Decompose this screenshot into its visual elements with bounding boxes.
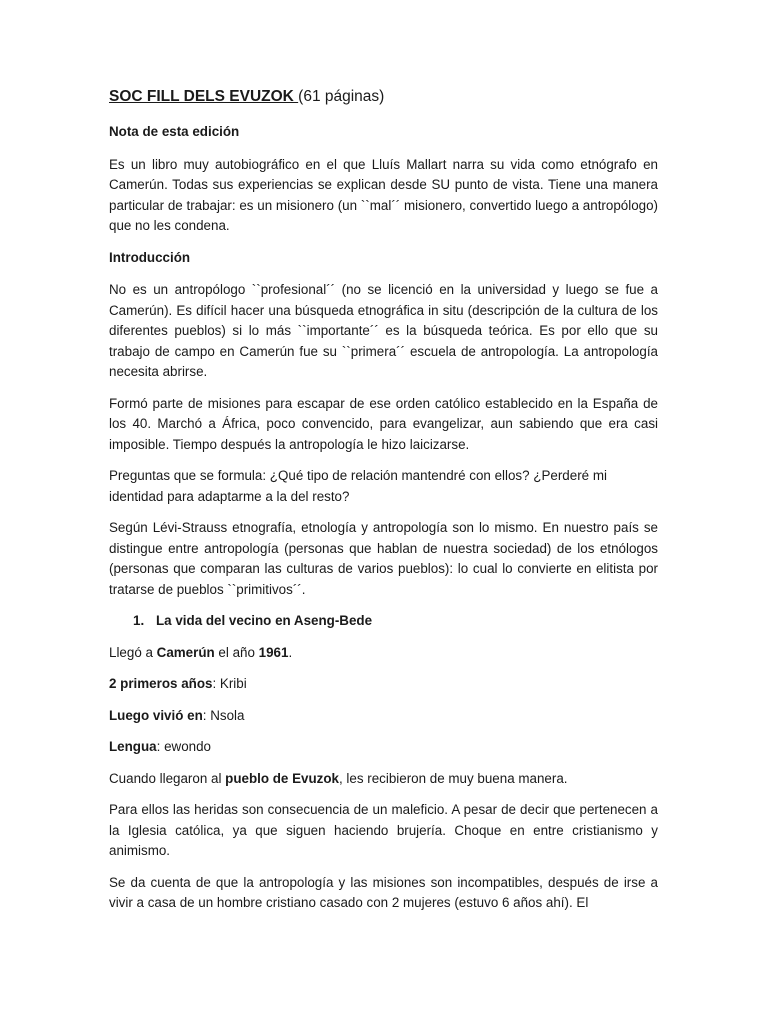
field-label: Lengua (109, 739, 157, 754)
field-value: Nsola (206, 707, 245, 723)
field-luego-vivio: Luego vivió en: Nsola (109, 707, 245, 723)
llego-line (109, 643, 658, 664)
field-label: 2 primeros años (109, 676, 213, 691)
document-page (109, 86, 658, 925)
intro-paragraph-4: Según Lévi-Strauss etnografía, etnología y antropología son lo mismo. En nuestro país se distingue entre antropología (personas que hablan de nuestra sociedad) de los etnólogos (personas que comparan las culturas de varios pueblos): lo cual lo convierte en elitista por tratarse de pueblos ``primitivos´´. (109, 520, 658, 597)
nota-heading: Nota de esta edición (109, 124, 240, 139)
intro-paragraph-1: No es un antropólogo ``profesional´´ (no se licenció en la universidad y luego se fue a Camerún). Es difícil hacer una búsqueda etnográfica in situ (descripción de la cultura de los diferentes pueblos) si lo más ``importante´´ es la búsqueda teórica. Es por ello que su trabajo de campo en Camerún fue su ``primera´´ escuela de antropología. La antropología necesita abrirse. (109, 282, 658, 379)
llego-year: 1961 (258, 644, 289, 660)
introduccion-heading: Introducción (109, 249, 191, 265)
field-lengua: Lengua: ewondo (109, 739, 211, 754)
section-1-paragraph-2: Se da cuenta de que la antropología y las misiones son incompatibles, después de irse a vivir a casa de un hombre cristiano casado con 2 mujeres (estuvo 6 años ahí). El (109, 874, 658, 910)
llego-post: . (288, 644, 293, 660)
intro-paragraph-2: Formó parte de misiones para escapar de ese orden católico establecido en la España de los 40. Marchó a África, poco convencido, para evangelizar, aun sabiendo que era casi imposible. Tiempo después la antropología le hizo laicizarse. (109, 395, 658, 452)
field-primeros-anos: 2 primeros años: Kribi (109, 676, 247, 691)
title-pages: (61 páginas) (298, 88, 385, 105)
field-value: Kribi (216, 676, 247, 691)
field-value: ewondo (160, 739, 211, 754)
field-label: Luego vivió en (109, 707, 203, 723)
llego-mid: el año (214, 644, 259, 660)
nota-paragraph: Es un libro muy autobiográfico en el que Lluís Mallart narra su vida como etnógrafo en Camerún. Todas sus experiencias se explican desde SU punto de vista. Tiene una manera particular de trabajar: es un misionero (un ``mal´´ misionero, convertido luego a antropólogo) que no les condena. (109, 156, 658, 233)
document-title (109, 86, 658, 108)
intro-paragraph-3: Preguntas que se formula: ¿Qué tipo de relación mantendré con ellos? ¿Perderé mi identidad para adaptarme a la del resto? (109, 468, 607, 504)
llego-place: Camerún (156, 644, 215, 660)
llego-pre: Llegó a (109, 644, 157, 660)
section-1-title: La vida del vecino en Aseng-Bede (156, 613, 373, 628)
section-1-heading (109, 611, 658, 632)
pueblo-post: , les recibieron de muy buena manera. (338, 770, 568, 786)
section-1-number: 1. (133, 613, 145, 628)
pueblo-pre: Cuando llegaron al (109, 770, 226, 786)
pueblo-line (109, 769, 658, 790)
section-1-paragraph-1: Para ellos las heridas son consecuencia de un maleficio. A pesar de decir que pertenecen a la Iglesia católica, ya que siguen haciendo brujería. Choque en entre cristianismo y animismo. (109, 802, 658, 858)
title-main: SOC FILL DELS EVUZOK (109, 88, 299, 105)
pueblo-bold: pueblo de Evuzok (225, 770, 339, 786)
